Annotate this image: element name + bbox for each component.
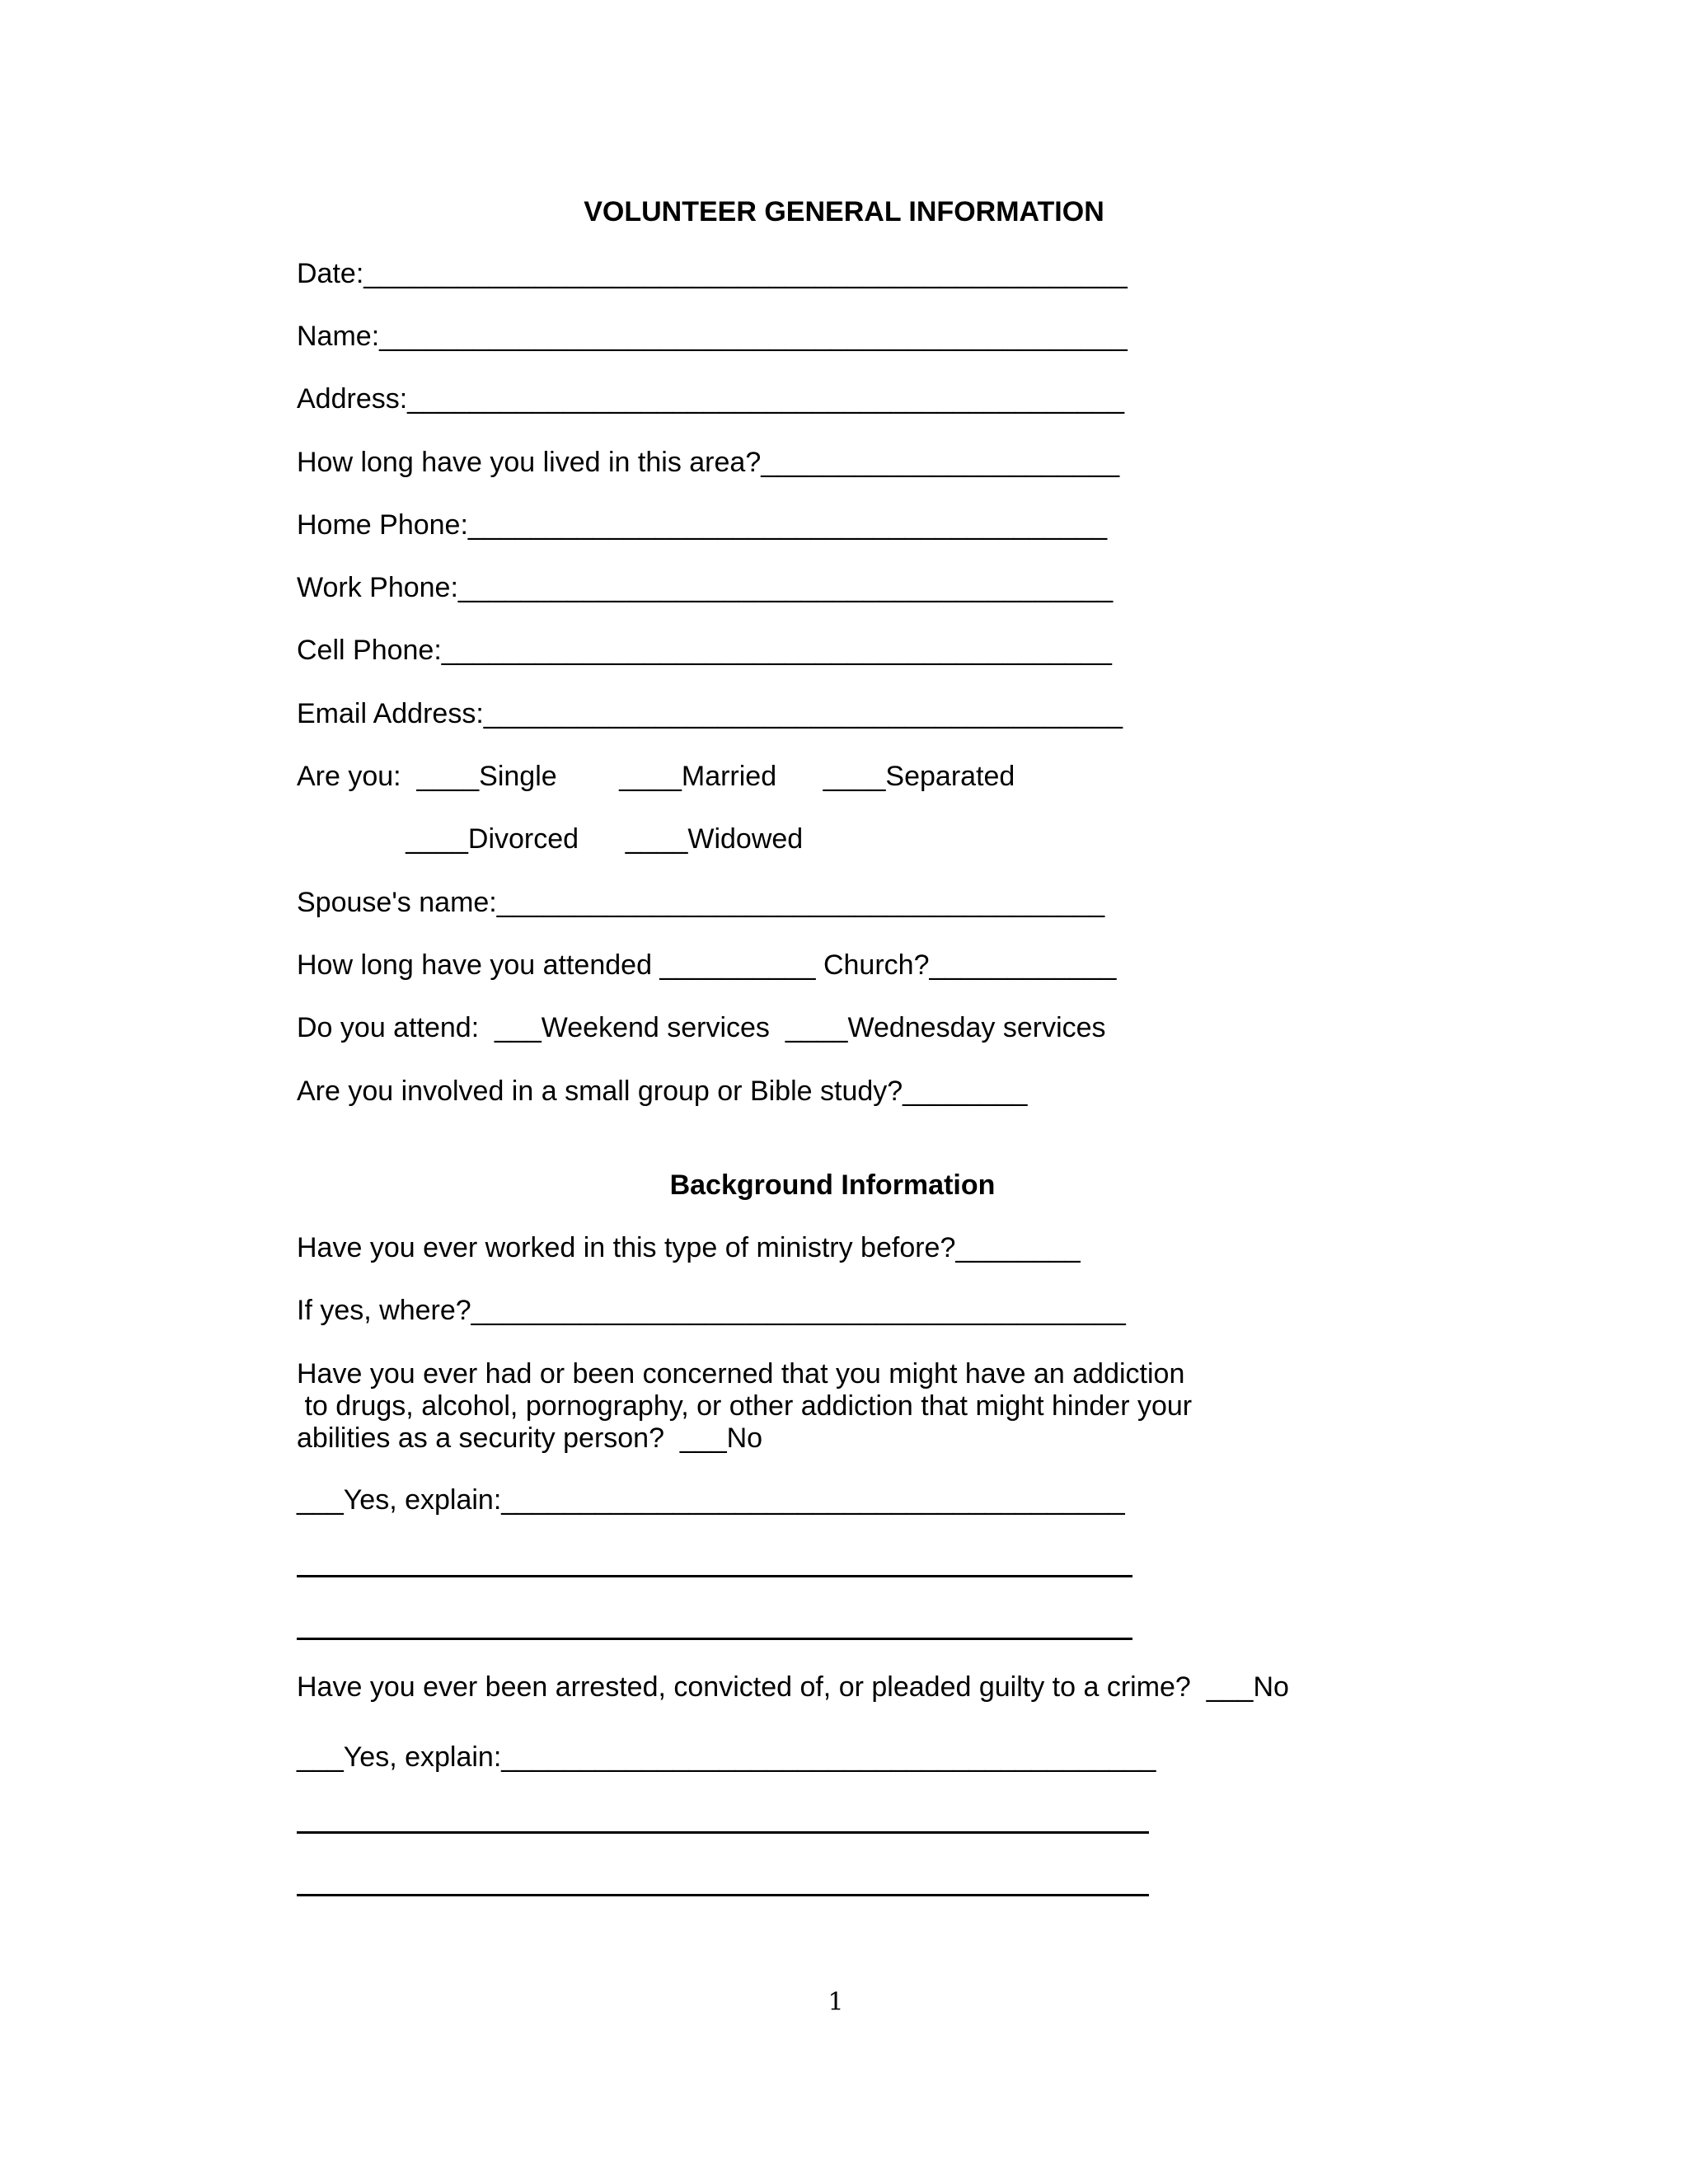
church-attendance-field[interactable]: How long have you attended __________ Church?____________ [297,949,1117,981]
cell-phone-field[interactable]: Cell Phone:___________________________________________ [297,635,1112,666]
name-field[interactable]: Name:________________________________________________ [297,321,1128,352]
form-title: VOLUNTEER GENERAL INFORMATION [584,196,1104,227]
small-group-field[interactable]: Are you involved in a small group or Bible study?________ [297,1076,1028,1107]
work-phone-field[interactable]: Work Phone:__________________________________________ [297,572,1114,603]
spouse-name-field[interactable]: Spouse's name:_______________________________________ [297,887,1105,918]
page-number: 1 [828,1988,844,2017]
addiction-explain-line[interactable] [297,1575,1132,1577]
criminal-explain-line[interactable] [297,1831,1149,1834]
addiction-question[interactable]: Have you ever had or been concerned that you might have an addiction to drugs, alcohol, pornography, or other addiction that might hinder your abilities as a security person? ___No [297,1358,1193,1454]
address-field[interactable]: Address:______________________________________________ [297,383,1124,415]
home-phone-field[interactable]: Home Phone:_________________________________________ [297,509,1108,541]
marital-status-options-continued[interactable]: ____Divorced ____Widowed [297,823,804,855]
addiction-explain-field[interactable]: ___Yes, explain:________________________________________ [297,1484,1125,1516]
ministry-location-field[interactable]: If yes, where?__________________________________________ [297,1295,1126,1326]
addiction-explain-line[interactable] [297,1638,1132,1640]
service-attendance-options[interactable]: Do you attend: ___Weekend services ____Wednesday services [297,1012,1106,1043]
residence-length-field[interactable]: How long have you lived in this area?_______________________ [297,447,1120,478]
criminal-history-question[interactable]: Have you ever been arrested, convicted of, or pleaded guilty to a crime? ___No [297,1671,1289,1703]
background-heading: Background Information [669,1169,996,1201]
email-field[interactable]: Email Address:_________________________________________ [297,698,1123,729]
date-field[interactable]: Date:_________________________________________________ [297,258,1128,289]
criminal-explain-field[interactable]: ___Yes, explain:__________________________________________ [297,1741,1156,1773]
marital-status-options[interactable]: Are you: ____Single ____Married ____Separated [297,761,1015,792]
criminal-explain-line[interactable] [297,1894,1149,1896]
ministry-experience-field[interactable]: Have you ever worked in this type of ministry before?________ [297,1232,1081,1263]
